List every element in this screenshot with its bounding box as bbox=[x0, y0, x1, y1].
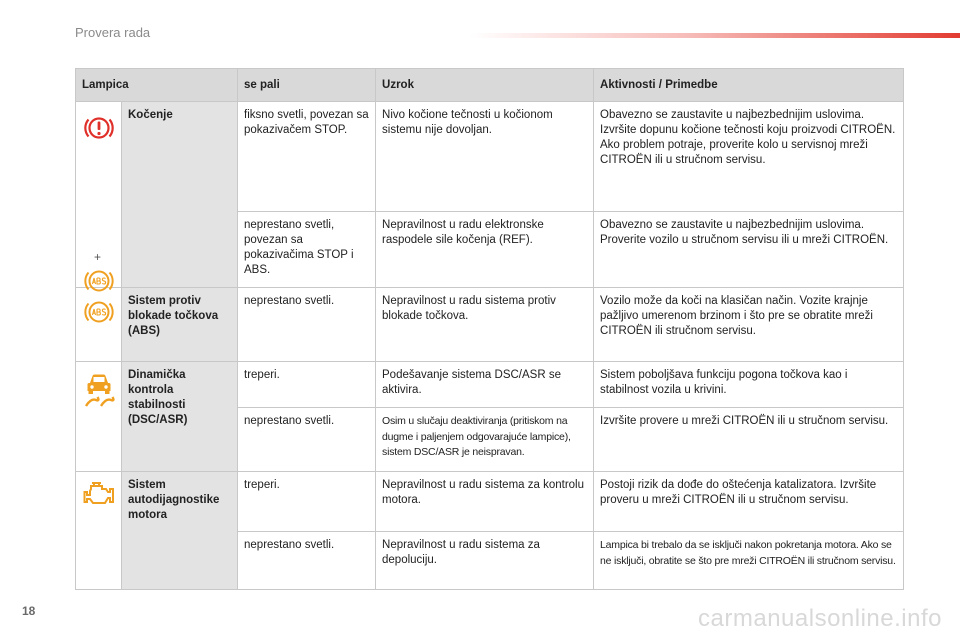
action-cell: Sistem poboljšava funkciju pogona točkova kao i stabilnost vozila u krivini. bbox=[594, 362, 904, 408]
table-row bbox=[76, 288, 904, 362]
lamp-name-engine-diagnostics: Sistem autodijagnostike motora bbox=[122, 472, 238, 590]
table-row bbox=[76, 362, 904, 408]
state-cell: neprestano svetli. bbox=[238, 288, 376, 362]
abs-icon bbox=[76, 296, 122, 328]
icon-cell bbox=[76, 102, 122, 288]
lamp-name-dsc-asr: Dinamička kontrola stabilnosti (DSC/ASR) bbox=[122, 362, 238, 472]
page-section-title: Provera rada bbox=[75, 25, 151, 40]
watermark: carmanualsonline.info bbox=[698, 605, 942, 632]
action-cell: Obavezno se zaustavite u najbezbednijim uslovima. Proverite vozilo u stručnom servisu ili u mreži CITROËN. bbox=[594, 212, 904, 288]
icon-cell bbox=[76, 288, 122, 362]
brake-warning-icon bbox=[76, 112, 122, 144]
state-cell: fiksno svetli, povezan sa pokazivačem STOP. bbox=[238, 102, 376, 212]
column-header-lampica: Lampica bbox=[76, 69, 238, 102]
cause-cell: Nepravilnost u radu sistema protiv blokade točkova. bbox=[376, 288, 594, 362]
state-cell: treperi. bbox=[238, 362, 376, 408]
cause-cell: Nepravilnost u radu elektronske raspodele sile kočenja (REF). bbox=[376, 212, 594, 288]
icon-cell bbox=[76, 472, 122, 590]
stability-control-icon bbox=[76, 370, 122, 408]
action-cell: Lampica bi trebalo da se isključi nakon pokretanja motora. Ako se ne isključi, obratite se što pre mreži CITROËN ili stručnom servisu. bbox=[594, 532, 904, 590]
action-cell: Obavezno se zaustavite u najbezbednijim uslovima. Izvršite dopunu kočione tečnosti koju proizvodi CITROËN. Ako problem potraje, proverite kolo u servisnoj mreži CITROËN ili u stručnom servisu. bbox=[594, 102, 904, 212]
header-accent-bar bbox=[470, 33, 960, 38]
column-header-aktivnosti: Aktivnosti / Primedbe bbox=[594, 69, 904, 102]
table-row bbox=[76, 472, 904, 532]
page-number: 18 bbox=[22, 604, 36, 618]
column-header-uzrok: Uzrok bbox=[376, 69, 594, 102]
state-cell: neprestano svetli, povezan sa pokazivačima STOP i ABS. bbox=[238, 212, 376, 288]
action-cell: Postoji rizik da dođe do oštećenja katalizatora. Izvršite proveru u mreži CITROËN ili u stručnom servisu. bbox=[594, 472, 904, 532]
icon-cell bbox=[76, 362, 122, 472]
table-header-row bbox=[76, 69, 904, 102]
state-cell: treperi. bbox=[238, 472, 376, 532]
cause-cell: Osim u slučaju deaktiviranja (pritiskom na dugme i paljenjem odgovarajuće lampice), sistem DSC/ASR je neispravan. bbox=[376, 408, 594, 472]
state-cell: neprestano svetli. bbox=[238, 532, 376, 590]
action-cell: Izvršite provere u mreži CITROËN ili u stručnom servisu. bbox=[594, 408, 904, 472]
cause-cell: Nepravilnost u radu sistema za kontrolu motora. bbox=[376, 472, 594, 532]
plus-sign: + bbox=[94, 250, 102, 264]
cause-cell: Podešavanje sistema DSC/ASR se aktivira. bbox=[376, 362, 594, 408]
state-cell: neprestano svetli. bbox=[238, 408, 376, 472]
lamp-name-abs: Sistem protiv blokade točkova (ABS) bbox=[122, 288, 238, 362]
action-cell: Vozilo može da koči na klasičan način. Vozite krajnje pažljivo umerenom brzinom i što pre se obratite mreži CITROËN ili stručnom servisu. bbox=[594, 288, 904, 362]
cause-cell: Nivo kočione tečnosti u kočionom sistemu nije dovoljan. bbox=[376, 102, 594, 212]
engine-check-icon bbox=[76, 480, 122, 508]
warning-lamps-table bbox=[75, 68, 904, 590]
lamp-name-kocenje: Kočenje bbox=[122, 102, 238, 288]
table-row bbox=[76, 102, 904, 212]
column-header-se-pali: se pali bbox=[238, 69, 376, 102]
cause-cell: Nepravilnost u radu sistema za depoluciju. bbox=[376, 532, 594, 590]
